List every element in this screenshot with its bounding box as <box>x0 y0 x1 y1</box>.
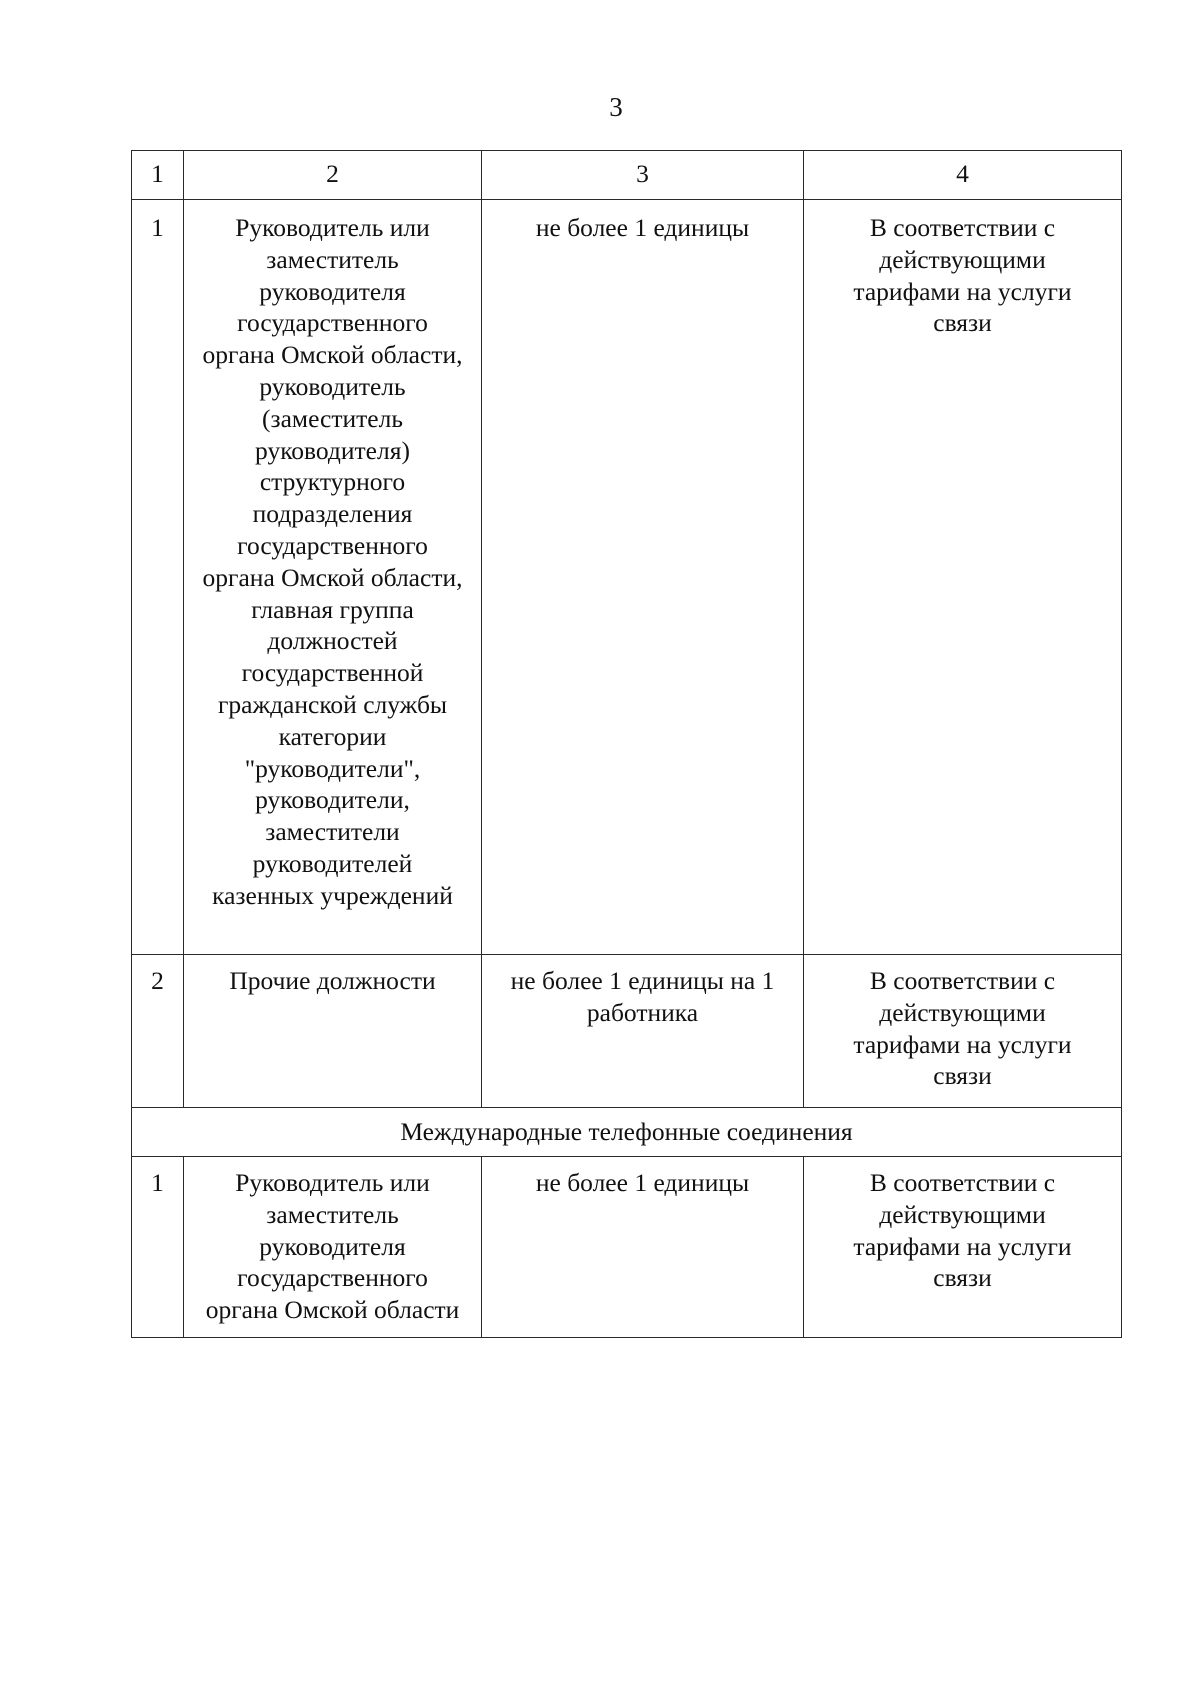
row-number-cell: 1 <box>132 200 184 955</box>
table-row <box>132 200 1122 955</box>
price-cell: В соответствии с действующими тарифами на услуги связи <box>804 1157 1122 1338</box>
section-heading-row <box>132 1108 1122 1157</box>
column-number-1: 1 <box>132 151 184 200</box>
position-cell: Руководитель или заместитель руководителя государственного органа Омской области, руководитель (заместитель руководителя) структурного подразделения государственного органа Омской области, главная группа должностей государственной гражданской службы категории "руководители", руководители, заместители руководителей казенных учреждений <box>184 200 482 955</box>
table-row <box>132 1157 1122 1338</box>
price-cell: В соответствии с действующими тарифами на услуги связи <box>804 955 1122 1108</box>
position-cell: Прочие должности <box>184 955 482 1108</box>
quantity-cell: не более 1 единицы на 1 работника <box>482 955 804 1108</box>
section-title: Международные телефонные соединения <box>132 1108 1122 1157</box>
row-number-cell: 1 <box>132 1157 184 1338</box>
column-number-3: 3 <box>482 151 804 200</box>
column-number-2: 2 <box>184 151 482 200</box>
table-header-row <box>132 151 1122 200</box>
tariff-table <box>131 150 1122 1338</box>
quantity-cell: не более 1 единицы <box>482 200 804 955</box>
table-row <box>132 955 1122 1108</box>
position-cell: Руководитель или заместитель руководителя государственного органа Омской области <box>184 1157 482 1338</box>
price-cell: В соответствии с действующими тарифами на услуги связи <box>804 200 1122 955</box>
row-number-cell: 2 <box>132 955 184 1108</box>
quantity-cell: не более 1 единицы <box>482 1157 804 1338</box>
column-number-4: 4 <box>804 151 1122 200</box>
page-number: 3 <box>609 92 623 122</box>
